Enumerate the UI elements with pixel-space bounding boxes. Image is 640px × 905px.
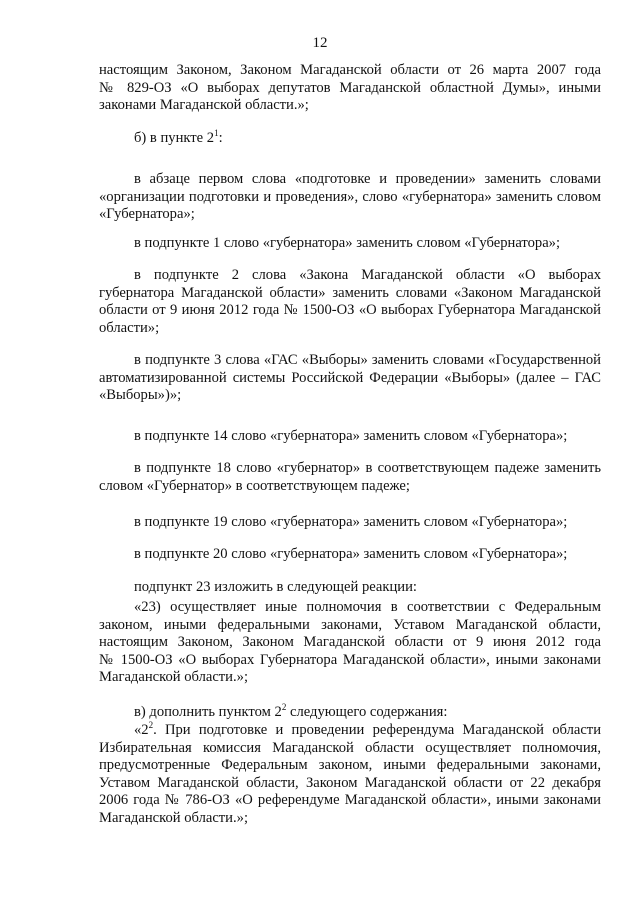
- text-line: Магаданской области.»;: [99, 809, 248, 826]
- text-line: [99, 722, 601, 740]
- paragraph: [99, 514, 601, 532]
- paragraph: [99, 704, 601, 722]
- text-line: № 829-ОЗ «О выборах депутатов Магаданской областной Думы», иными: [99, 79, 601, 96]
- text-line: Избирательная комиссия Магаданской области осуществляет полномочия,: [99, 739, 601, 756]
- text-line: в подпункте 3 слова «ГАС «Выборы» заменить словами «Государственной: [134, 352, 601, 368]
- paragraph: [99, 428, 601, 446]
- text-line: [99, 130, 601, 148]
- text-line: «23) осуществляет иные полномочия в соответствии с Федеральным: [134, 599, 601, 615]
- paragraph: [99, 267, 601, 337]
- superscript: 2: [148, 720, 154, 731]
- text-line: подпункт 23 изложить в следующей реакции:: [134, 579, 417, 595]
- page-number: 12: [312, 35, 328, 51]
- paragraph: [99, 171, 601, 224]
- text-line: предусмотренные Федеральным законом, иными федеральными законами,: [99, 757, 601, 773]
- text-line: Магаданской области.»;: [99, 669, 248, 685]
- text-fragment: б) в пункте 2: [134, 130, 215, 146]
- text-line: области»;: [99, 319, 160, 336]
- text-line: автоматизированной системы Российской Федерации «Выборы» (далее – ГАС: [99, 369, 601, 386]
- text-line: законами Магаданской области.»;: [99, 97, 309, 113]
- paragraph: [99, 579, 601, 597]
- text-line: в подпункте 14 слово «губернатора» заменить словом «Губернатора»;: [134, 428, 568, 444]
- text-line: в подпункте 1 слово «губернатора» заменить словом «Губернатора»;: [134, 235, 561, 251]
- text-fragment: «2: [134, 722, 149, 738]
- text-line: законом, иными федеральными законами, Уставом Магаданской области,: [99, 616, 601, 633]
- paragraph: [99, 130, 601, 148]
- text-line: в подпункте 20 слово «губернатора» заменить словом «Губернатора»;: [134, 546, 568, 562]
- paragraph: [99, 235, 601, 253]
- paragraph: [99, 352, 601, 405]
- text-fragment: следующего содержания:: [286, 704, 448, 720]
- text-line: настоящим Законом, Законом Магаданской области от 26 марта 2007 года: [99, 62, 601, 78]
- superscript: 2: [281, 702, 287, 713]
- superscript: 1: [214, 128, 219, 139]
- text-line: области от 9 июня 2012 года № 1500-ОЗ «О выборах Губернатора Магаданской: [99, 302, 601, 318]
- text-line: в подпункте 18 слово «губернатор» в соответствующем падеже заменить: [134, 460, 601, 476]
- text-line: [99, 704, 601, 722]
- text-line: «Губернатора»;: [99, 206, 195, 222]
- text-line: словом «Губернатор» в соответствующем падеже;: [99, 477, 410, 494]
- text-line: «Выборы»)»;: [99, 387, 182, 403]
- text-line: Уставом Магаданской области, Законом Магаданской области от 22 декабря: [99, 774, 601, 791]
- paragraph: [99, 722, 601, 827]
- text-fragment: . При подготовке и проведении референдума Магаданской области: [153, 722, 601, 738]
- text-line: в подпункте 2 слова «Закона Магаданской области «О выборах: [134, 267, 601, 283]
- paragraph: [99, 546, 601, 564]
- text-fragment: :: [218, 130, 223, 146]
- text-line: настоящим Законом, Законом Магаданской области от 9 июня 2012 года: [99, 634, 601, 650]
- text-fragment: в) дополнить пунктом 2: [134, 704, 282, 720]
- text-line: губернатора Магаданской области» заменить словами «Законом Магаданской: [99, 284, 601, 301]
- text-line: «организации подготовки и проведения», слово «губернатора» заменить словом: [99, 188, 601, 205]
- paragraph: [99, 62, 601, 115]
- text-line: № 1500-ОЗ «О выборах Губернатора Магаданской области», иными законами: [99, 651, 601, 668]
- paragraph: [99, 460, 601, 495]
- text-line: в абзаце первом слова «подготовке и проведении» заменить словами: [134, 171, 601, 187]
- text-line: в подпункте 19 слово «губернатора» заменить словом «Губернатора»;: [134, 514, 568, 530]
- paragraph: [99, 599, 601, 687]
- text-line: 2006 года № 786-ОЗ «О референдуме Магаданской области», иными законами: [99, 792, 601, 808]
